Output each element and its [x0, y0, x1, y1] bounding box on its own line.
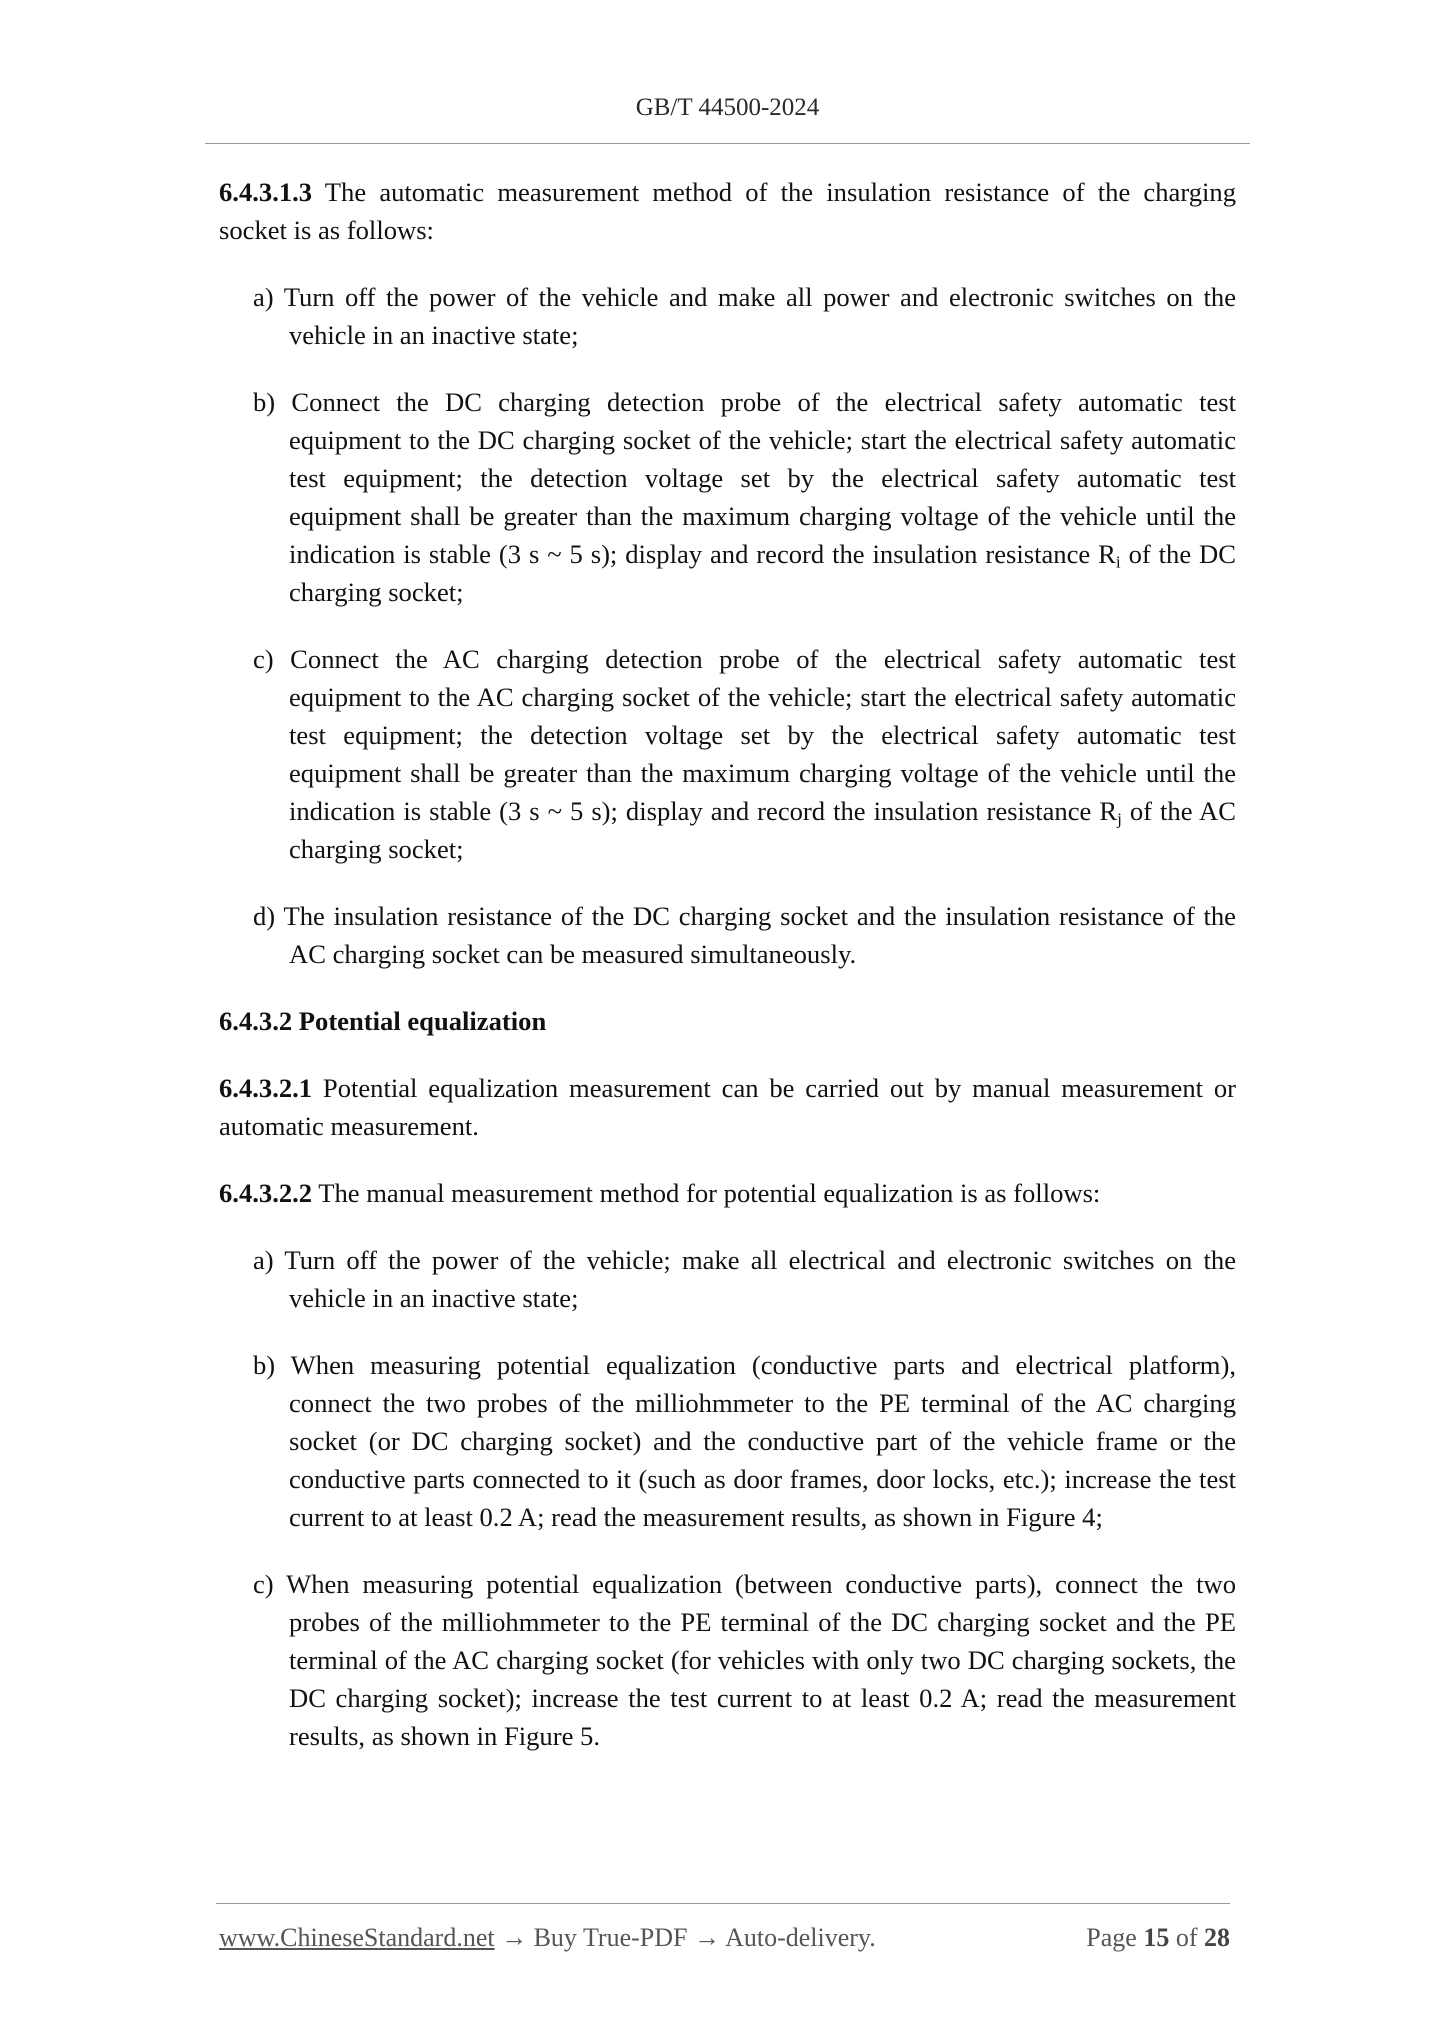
list-marker: b) [253, 1350, 276, 1380]
list-item-text: Connect the DC charging detection probe of the electrical safety automatic test equipment to the DC charging socket of the vehicle; start the electrical safety automatic test equipment; the detection voltage set by the electrical safety automatic test equipment shall be greater than the maximum charging voltage of the vehicle until the indication is stable (3 s ~ 5 s); display and record the insulation resistance R [289, 387, 1236, 569]
main-content [219, 173, 1236, 1784]
list-item-a [253, 278, 1236, 354]
clause-number: 6.4.3.2.1 [219, 1073, 313, 1103]
list-item-a [253, 1241, 1236, 1317]
page-label: Page [1086, 1923, 1137, 1952]
list-marker: d) [253, 901, 276, 931]
list-marker: a) [253, 1245, 274, 1275]
header-divider [205, 143, 1250, 144]
page-of-label: of [1175, 1923, 1198, 1952]
website-link[interactable]: www.ChineseStandard.net [219, 1923, 495, 1952]
list-item-text: Turn off the power of the vehicle and make all power and electronic switches on the vehicle in an inactive state; [283, 282, 1237, 350]
buy-true-pdf-text: Buy True-PDF [533, 1923, 688, 1952]
paragraph-text: The automatic measurement method of the insulation resistance of the charging socket is as follows: [219, 177, 1236, 245]
arrow-right-icon: → [501, 1923, 528, 1952]
list-item-text-end: of the AC charging socket; [289, 796, 1237, 864]
total-pages: 28 [1204, 1923, 1230, 1952]
footer-promo [219, 1923, 876, 1953]
page-header [205, 94, 1250, 122]
clause-number: 6.4.3.1.3 [219, 177, 313, 207]
section-heading-6-4-3-2: 6.4.3.2 Potential equalization [219, 1006, 547, 1036]
clause-number: 6.4.3.2.2 [219, 1178, 313, 1208]
footer-divider [216, 1903, 1230, 1904]
paragraph-6-4-3-2-1 [219, 1069, 1236, 1145]
list-item-text-end: of the DC charging socket; [289, 539, 1236, 607]
list-item-text: Connect the AC charging detection probe of the electrical safety automatic test equipment to the AC charging socket of the vehicle; start the electrical safety automatic test equipment; the detection voltage set by the electrical safety automatic test equipment shall be greater than the maximum charging voltage of the vehicle until the indication is stable (3 s ~ 5 s); display and record the insulation resistance R [289, 644, 1236, 826]
list-item-d [253, 897, 1236, 973]
auto-delivery-text: Auto-delivery. [725, 1923, 876, 1952]
list-marker: c) [253, 644, 274, 674]
list-item-text: Turn off the power of the vehicle; make all electrical and electronic switches on the vehicle in an inactive state; [284, 1245, 1237, 1313]
paragraph-text: Potential equalization measurement can be carried out by manual measurement or automatic measurement. [219, 1073, 1236, 1141]
list-item-text: When measuring potential equalization (between conductive parts), connect the two probes of the milliohmmeter to the PE terminal of the DC charging socket and the PE terminal of the AC charging socket (for vehicles with only two DC charging sockets, the DC charging socket); increase the test current to at least 0.2 A; read the measurement results, as shown in Figure 5. [286, 1569, 1236, 1751]
standard-code: GB/T 44500-2024 [635, 94, 820, 121]
paragraph-6-4-3-2-2 [219, 1174, 1236, 1212]
paragraph-6-4-3-1-3 [219, 173, 1236, 249]
list-marker: c) [253, 1569, 274, 1599]
subscript-i: i [1115, 552, 1121, 572]
list-item-text: The insulation resistance of the DC charging socket and the insulation resistance of the AC charging socket can be measured simultaneously. [283, 901, 1236, 969]
page-number [1086, 1923, 1230, 1953]
paragraph-text: The manual measurement method for potential equalization is as follows: [312, 1178, 1101, 1208]
current-page: 15 [1143, 1923, 1170, 1952]
list-item-c [253, 640, 1236, 868]
list-item-b [253, 383, 1236, 611]
list-item-text: When measuring potential equalization (conductive parts and electrical platform), connect the two probes of the milliohmmeter to the PE terminal of the AC charging socket (or DC charging socket) and the conductive part of the vehicle frame or the conductive parts connected to it (such as door frames, door locks, etc.); increase the test current to at least 0.2 A; read the measurement results, as shown in Figure 4; [289, 1350, 1236, 1532]
list-item-c [253, 1565, 1236, 1755]
list-item-b [253, 1346, 1236, 1536]
list-marker: a) [253, 282, 274, 312]
subscript-j: j [1117, 809, 1122, 829]
list-marker: b) [253, 387, 276, 417]
arrow-right-icon: → [694, 1923, 720, 1952]
